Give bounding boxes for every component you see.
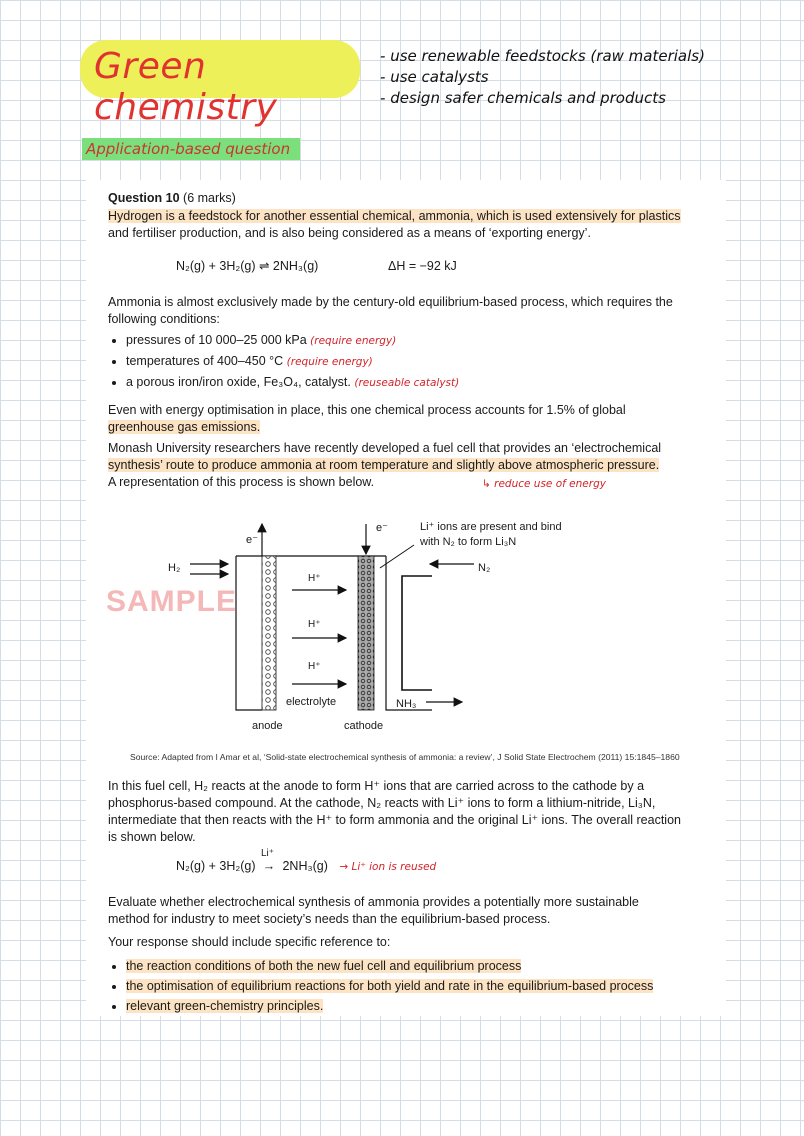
annotation: (reuseable catalyst) — [354, 377, 460, 389]
cathode-label: cathode — [344, 720, 384, 732]
text-line: intermediate that then reacts with the H⁺ to form ammonia and the original Li⁺ ions. The overall reaction — [108, 813, 681, 827]
overall-equation — [176, 848, 437, 876]
reference-item — [126, 956, 653, 976]
text-line: Li⁺ ions are present and bind — [420, 521, 562, 533]
text-line: In this fuel cell, H₂ reacts at the anode to form H⁺ ions that are carried across to the cathode by a — [108, 779, 645, 793]
lithium-note — [420, 520, 562, 550]
text-line: is shown below. — [108, 830, 196, 844]
annotation: (require energy) — [310, 335, 397, 347]
ammonia-label: NH₃ — [396, 698, 417, 710]
reaction-arrow: → — [262, 859, 276, 873]
condition-text: pressures of 10 000–25 000 kPa — [126, 333, 307, 347]
text-line: Even with energy optimisation in place, this one chemical process accounts for 1.5% of global — [108, 403, 626, 417]
cathode-electrode — [358, 556, 374, 710]
condition-text: a porous iron/iron oxide, Fe₃O₄, catalyst. — [126, 375, 351, 389]
enthalpy: ΔH = −92 kJ — [388, 259, 457, 273]
electron-label-left: e⁻ — [246, 534, 258, 546]
catalyst-label: Li⁺ — [261, 848, 275, 859]
reference-text: the reaction conditions of both the new fuel cell and equilibrium process — [126, 959, 522, 973]
reference-item — [126, 976, 653, 996]
application-label: Application-based question — [82, 138, 300, 160]
question-marks: (6 marks) — [183, 191, 236, 205]
hydrogen-label: H₂ — [168, 562, 181, 574]
text-line: with N₂ to form Li₃N — [420, 536, 517, 548]
question-number: Question 10 — [108, 191, 180, 205]
page-title: Green chemistry — [94, 46, 278, 128]
reference-intro: Your response should include specific reference to: — [108, 935, 391, 949]
note-item: - use catalysts — [380, 67, 705, 88]
text-line: phosphorus-based compound. At the cathode, N₂ reacts with Li⁺ ions to form a lithium-nitride, Li₃N, — [108, 796, 656, 810]
text-line: following conditions: — [108, 312, 220, 326]
text-line: Ammonia is almost exclusively made by the century-old equilibrium-based process, which requires the — [108, 295, 673, 309]
note-item: - design safer chemicals and products — [380, 88, 705, 109]
reference-text: relevant green-chemistry principles. — [126, 999, 324, 1013]
equation: N₂(g) + 3H₂(g) ⇌ 2NH₃(g) — [176, 259, 319, 273]
reference-item — [126, 996, 653, 1016]
text-line: A representation of this process is shown below. — [108, 475, 375, 489]
intro-line: Hydrogen is a feedstock for another essential chemical, ammonia, which is used extensively for plastics — [108, 209, 681, 223]
text-line: Monash University researchers have recently developed a fuel cell that provides an ‘electrochemical — [108, 441, 662, 455]
electrolyte-label: electrolyte — [286, 696, 337, 708]
proton-label: H⁺ — [308, 619, 321, 630]
text-line: synthesis’ route to produce ammonia at room temperature and slightly above atmospheric pressure. — [108, 458, 660, 472]
anode-label: anode — [252, 720, 283, 732]
text-line: method for industry to meet society’s needs than the equilibrium-based process. — [108, 912, 551, 926]
nitrogen-label: N₂ — [478, 562, 491, 574]
task-paragraph — [108, 894, 639, 928]
text-line: Evaluate whether electrochemical synthesis of ammonia provides a potentially more sustainable — [108, 895, 639, 909]
sample-watermark: SAMPLE — [106, 585, 238, 618]
energy-annotation: ↳ reduce use of energy — [482, 478, 606, 490]
cathode-wall — [386, 556, 432, 710]
reference-list — [108, 956, 653, 1016]
anode-electrode — [262, 556, 276, 710]
anode-wall — [236, 556, 262, 710]
annotation: (require energy) — [286, 356, 373, 368]
equation-right: 2NH₃(g) — [282, 859, 328, 873]
electron-label-right: e⁻ — [376, 522, 388, 534]
text-line: greenhouse gas emissions. — [108, 420, 261, 434]
condition-text: temperatures of 400–450 °C — [126, 354, 284, 368]
mechanism-paragraph — [108, 778, 681, 846]
intro-line: and fertiliser production, and is also being considered as a means of ‘exporting energy’. — [108, 226, 591, 240]
proton-label: H⁺ — [308, 573, 321, 584]
nitrogen-chamber — [402, 576, 432, 690]
note-item: - use renewable feedstocks (raw materials) — [380, 46, 705, 67]
reference-text: the optimisation of equilibrium reactions for both yield and rate in the equilibrium-based process — [126, 979, 654, 993]
proton-label: H⁺ — [308, 661, 321, 672]
reuse-annotation: → Li⁺ ion is reused — [339, 861, 437, 873]
source-citation: Source: Adapted from I Amar et al, ‘Solid-state electrochemical synthesis of ammonia: a review’, J Solid State Electrochem (2011) 15:1845–1860 — [130, 752, 680, 762]
equation-left: N₂(g) + 3H₂(g) — [176, 859, 256, 873]
